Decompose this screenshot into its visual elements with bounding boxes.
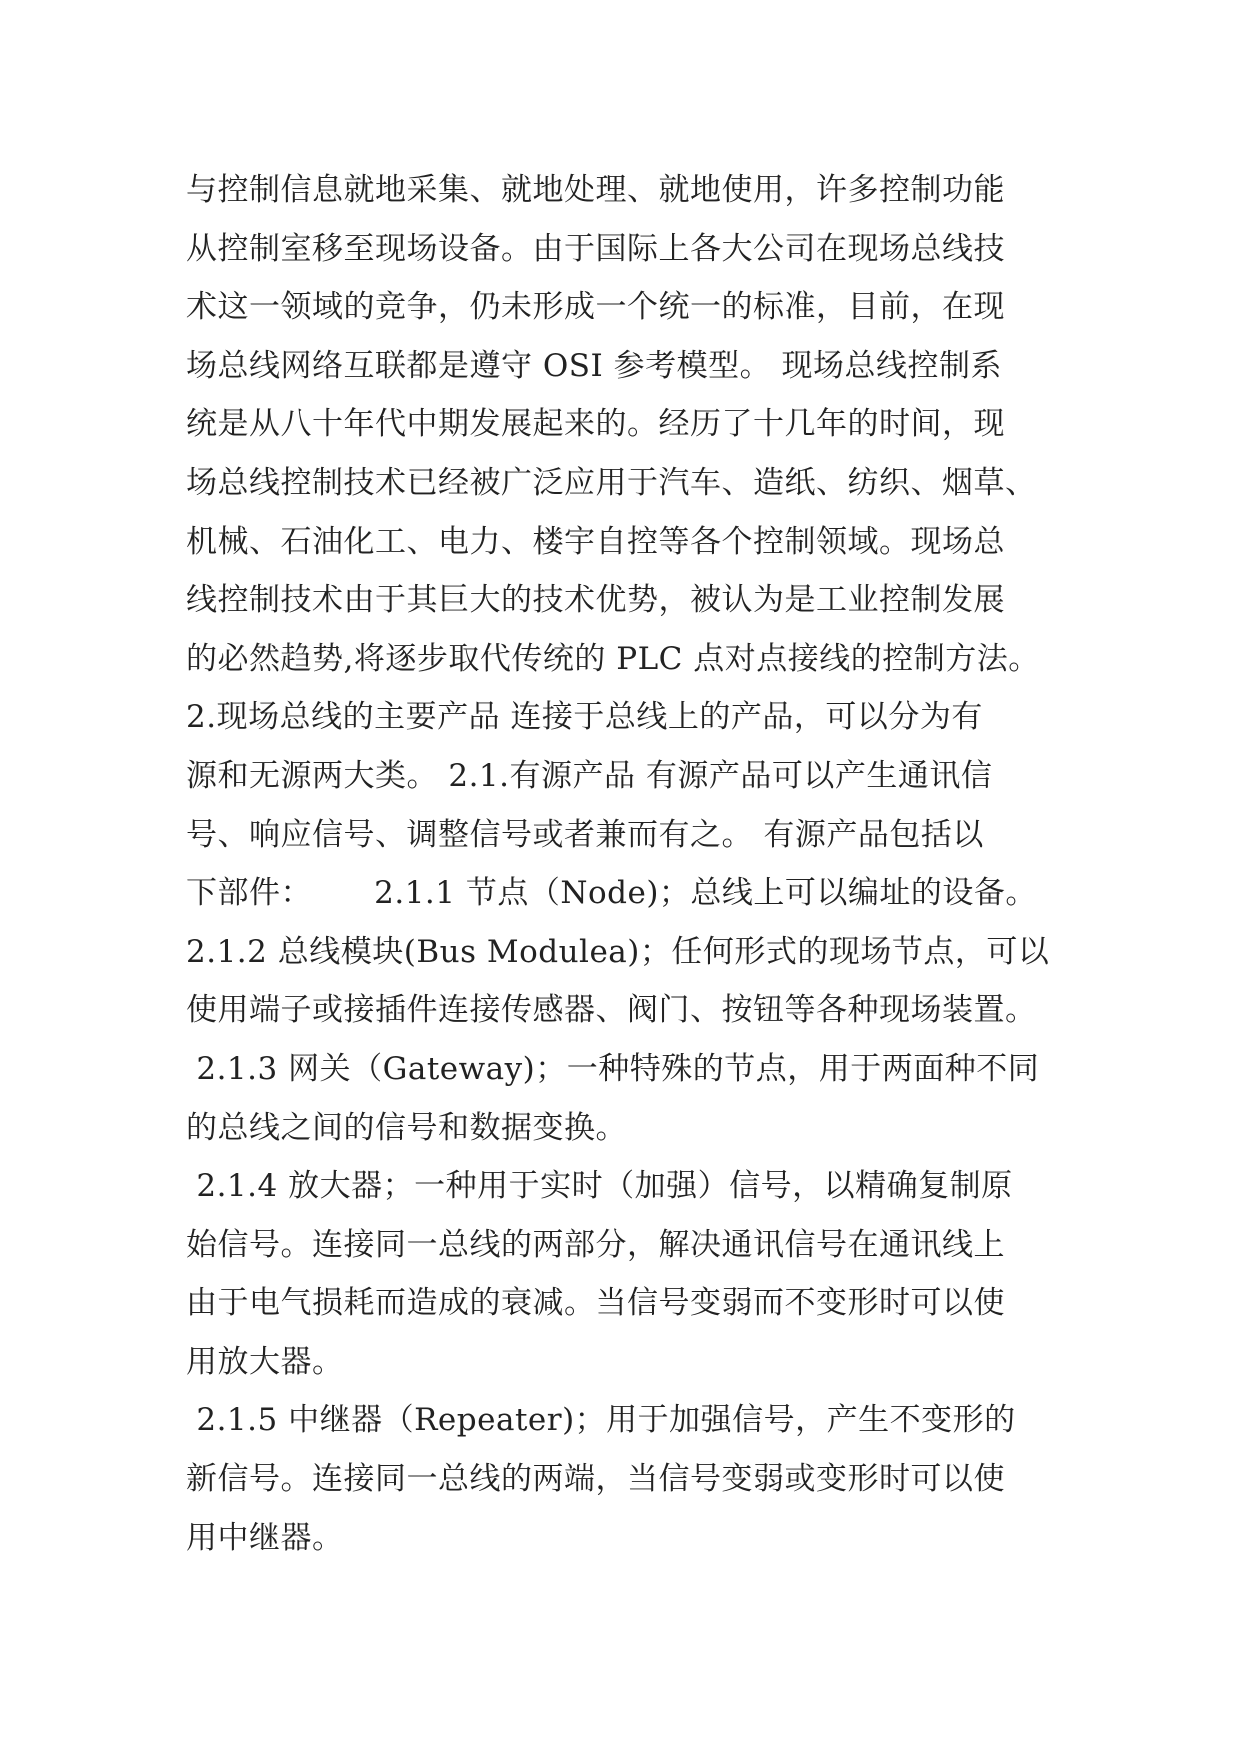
text-line: 场总线网络互联都是遵守 OSI 参考模型。 现场总线控制系 <box>186 347 1002 384</box>
text-line: 2.1.2 总线模块(Bus Modulea)；任何形式的现场节点，可以 <box>186 933 1050 970</box>
text-line: 统是从八十年代中期发展起来的。经历了十几年的时间，现 <box>186 406 1005 443</box>
text-line: 新信号。连接同一总线的两端，当信号变弱或变形时可以使 <box>186 1461 1005 1498</box>
text-line: 源和无源两大类。 2.1.有源产品 有源产品可以产生通讯信 <box>186 757 993 794</box>
text-line: 由于电气损耗而造成的衰减。当信号变弱而不变形时可以使 <box>186 1285 1005 1322</box>
text-line: 2.1.3 网关（Gateway)；一种特殊的节点，用于两面种不同 <box>186 1050 1040 1087</box>
text-line: 从控制室移至现场设备。由于国际上各大公司在现场总线技 <box>186 230 1005 267</box>
text-line: 2.1.5 中继器（Repeater)；用于加强信号，产生不变形的 <box>186 1402 1016 1439</box>
body-text <box>186 161 1066 1567</box>
text-line: 2.现场总线的主要产品 连接于总线上的产品，可以分为有 <box>186 699 983 736</box>
text-line: 用放大器。 <box>186 1343 344 1380</box>
text-line: 用中继器。 <box>186 1519 344 1556</box>
text-line: 始信号。连接同一总线的两部分，解决通讯信号在通讯线上 <box>186 1226 1005 1263</box>
text-line: 术这一领域的竞争，仍未形成一个统一的标准，目前，在现 <box>186 289 1005 326</box>
text-line: 的总线之间的信号和数据变换。 <box>186 1109 627 1146</box>
text-line: 与控制信息就地采集、就地处理、就地使用，许多控制功能 <box>186 172 1005 208</box>
text-line: 下部件： 2.1.1 节点（Node)；总线上可以编址的设备。 <box>186 875 1037 912</box>
text-line: 2.1.4 放大器；一种用于实时（加强）信号，以精确复制原 <box>186 1168 1013 1205</box>
text-line: 号、响应信号、调整信号或者兼而有之。 有源产品包括以 <box>186 816 984 853</box>
text-line: 机械、石油化工、电力、楼宇自控等各个控制领域。现场总 <box>186 523 1005 560</box>
text-line: 使用端子或接插件连接传感器、阀门、按钮等各种现场装置。 <box>186 992 1037 1029</box>
text-line: 线控制技术由于其巨大的技术优势，被认为是工业控制发展 <box>186 582 1005 619</box>
text-line: 场总线控制技术已经被广泛应用于汽车、造纸、纺织、烟草、 <box>186 464 1037 501</box>
text-line: 的必然趋势,将逐步取代传统的 PLC 点对点接线的控制方法。 <box>186 640 1040 677</box>
